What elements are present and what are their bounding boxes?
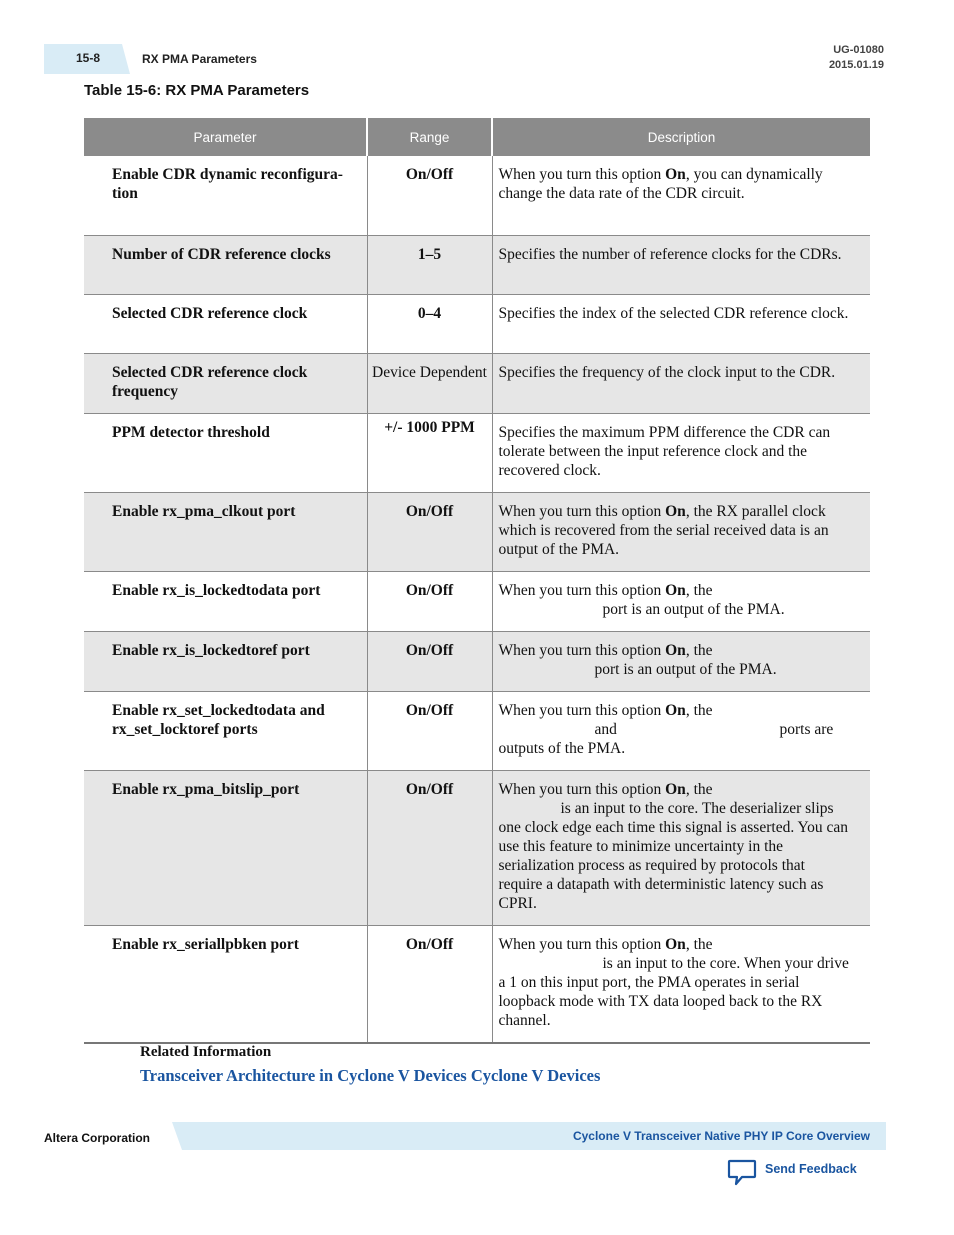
param-name: Enable CDR dynamic reconfigura- tion <box>112 166 343 202</box>
description-emphasis: On <box>665 701 686 719</box>
param-cell: Enable rx_is_lockedtodata port <box>84 571 367 631</box>
column-header-parameter: Parameter <box>84 118 367 156</box>
description-cell <box>492 770 870 925</box>
description-emphasis: On <box>665 935 686 953</box>
description-cell: Specifies the frequency of the clock input to the CDR. <box>492 353 870 413</box>
section-title: RX PMA Parameters <box>142 52 257 66</box>
param-cell: Enable rx_is_lockedtoref port <box>84 631 367 691</box>
description-line <box>499 720 851 739</box>
footer-document-title: Cyclone V Transceiver Native PHY IP Core Overview <box>572 1129 870 1143</box>
description-text: When you turn this option <box>498 502 666 520</box>
description-text: is an input to the core. When your drive a 1 on this input port, the PMA operates in serial loopback mode with TX data looped back to the RX channel. <box>498 954 849 1029</box>
description-text: , the <box>685 641 713 659</box>
param-cell: Number of CDR reference clocks <box>84 235 367 294</box>
related-information-link[interactable]: Transceiver Architecture in Cyclone V Devices Cyclone V Devices <box>140 1066 601 1085</box>
description-emphasis: On <box>665 502 686 520</box>
description-text: , the <box>685 935 713 953</box>
param-cell: Enable rx_pma_clkout port <box>84 492 367 571</box>
range-cell: On/Off <box>367 770 492 925</box>
description-text: port is an output of the PMA. <box>594 660 777 678</box>
table-row <box>84 294 870 353</box>
table-row <box>84 571 870 631</box>
description-text: outputs of the PMA. <box>498 739 626 757</box>
document-id: UG-01080 <box>833 44 884 56</box>
description-text: When you turn this option <box>498 701 666 719</box>
description-text: port is an output of the PMA. <box>602 600 785 618</box>
range-cell: 0–4 <box>367 294 492 353</box>
range-cell: On/Off <box>367 492 492 571</box>
description-emphasis: On <box>665 581 686 599</box>
description-cell: Specifies the index of the selected CDR reference clock. <box>492 294 870 353</box>
description-cell <box>492 631 870 691</box>
param-cell: Selected CDR reference clock <box>84 294 367 353</box>
description-text: , the <box>685 581 713 599</box>
table-caption: Table 15-6: RX PMA Parameters <box>84 82 310 99</box>
table-row <box>84 691 870 770</box>
table-row <box>84 631 870 691</box>
page-number: 15-8 <box>76 51 101 65</box>
description-text: When you turn this option <box>498 166 666 183</box>
param-cell: Selected CDR reference clock frequency <box>84 353 367 413</box>
column-header-range: Range <box>367 118 492 156</box>
description-emphasis: On <box>665 780 686 798</box>
description-text: ports are <box>779 720 834 738</box>
related-information-heading: Related Information <box>140 1044 272 1060</box>
table-row <box>84 925 870 1043</box>
description-text: When you turn this option <box>498 581 666 599</box>
description-cell <box>492 691 870 770</box>
description-text: , you can dynamically change the data rate of the CDR circuit. <box>498 166 823 202</box>
description-text: When you turn this option <box>498 641 666 659</box>
send-feedback-button[interactable] <box>727 1157 857 1187</box>
range-cell: On/Off <box>367 631 492 691</box>
speech-bubble-icon <box>727 1157 757 1187</box>
table-row <box>84 492 870 571</box>
range-cell: On/Off <box>367 925 492 1043</box>
param-cell: Enable rx_seriallpbken port <box>84 925 367 1043</box>
footer-company: Altera Corporation <box>44 1131 151 1145</box>
description-cell <box>492 925 870 1043</box>
description-text: and <box>594 720 617 738</box>
range-cell: +/- 1000 PPM <box>367 413 492 492</box>
param-cell: Enable rx_set_lockedtodata and rx_set_locktoref ports <box>84 691 367 770</box>
table-row <box>84 770 870 925</box>
column-header-description: Description <box>492 118 870 156</box>
description-cell <box>492 571 870 631</box>
range-cell: Device Dependent <box>367 353 492 413</box>
description-cell: Specifies the number of reference clocks for the CDRs. <box>492 235 870 294</box>
description-text: , the <box>685 701 713 719</box>
description-text: is an input to the core. The deserializer slips one clock edge each time this signal is asserted. You can use this feature to minimize uncertainty in the serialization process as required by protocols that require a datapath with deterministic latency such as CPRI. <box>498 799 849 912</box>
param-cell: Enable rx_pma_bitslip_port <box>84 770 367 925</box>
table-row <box>84 156 870 235</box>
rx-pma-parameters-table <box>84 118 870 1044</box>
range-cell: On/Off <box>367 691 492 770</box>
description-emphasis: On <box>665 166 686 183</box>
description-text: When you turn this option <box>498 935 666 953</box>
table-header-row <box>84 118 870 156</box>
description-cell: Specifies the maximum PPM difference the CDR can tolerate between the input reference clock and the recovered clock. <box>492 413 870 492</box>
document-date: 2015.01.19 <box>828 59 884 71</box>
description-text: , the <box>685 780 713 798</box>
description-text: , the RX parallel clock which is recovered from the serial received data is an output of the PMA. <box>498 502 829 558</box>
range-cell: 1–5 <box>367 235 492 294</box>
table-row <box>84 413 870 492</box>
table-row <box>84 353 870 413</box>
description-cell <box>492 492 870 571</box>
range-cell: On/Off <box>367 571 492 631</box>
description-cell <box>492 156 870 235</box>
param-cell: PPM detector threshold <box>84 413 367 492</box>
description-emphasis: On <box>665 641 686 659</box>
table-row <box>84 235 870 294</box>
param-cell <box>84 156 367 235</box>
send-feedback-label: Send Feedback <box>765 1162 857 1176</box>
document-id-block <box>829 43 884 73</box>
range-cell: On/Off <box>367 156 492 235</box>
description-text: When you turn this option <box>498 780 666 798</box>
